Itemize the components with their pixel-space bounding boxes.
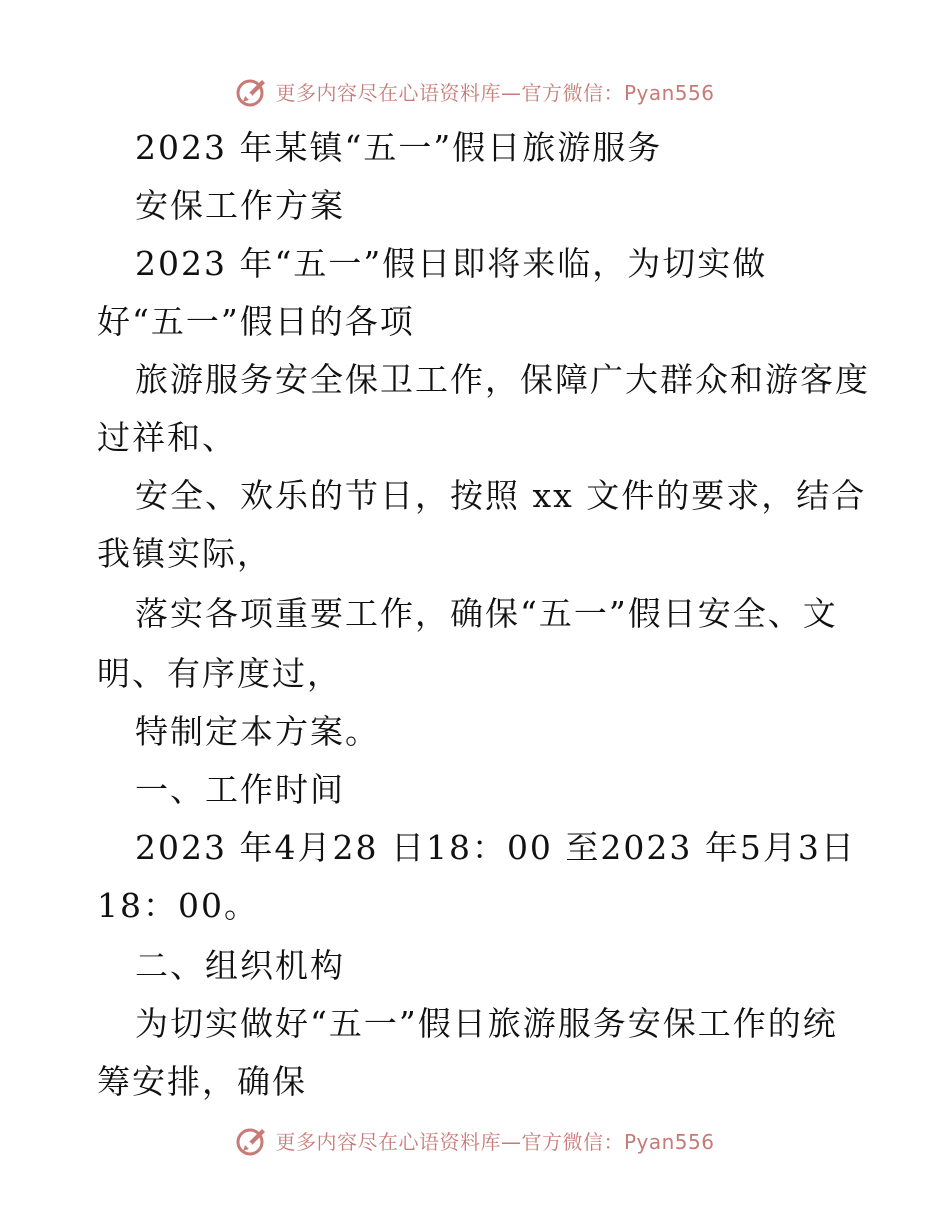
header-banner-text[interactable]: 更多内容尽在心语资料库—官方微信：Pyan556	[275, 80, 715, 105]
paragraph-line: 18：00。	[97, 886, 259, 925]
paragraph-line: 筹安排，确保	[97, 1062, 307, 1101]
paragraph-line: 过祥和、	[97, 418, 237, 457]
paragraph-line: 为切实做好“五一”假日旅游服务安保工作的统	[135, 1004, 838, 1043]
document-title-line-2: 安保工作方案	[135, 186, 345, 225]
paragraph-line: 特制定本方案。	[135, 712, 380, 751]
paragraph-line: 明、有序度过，	[97, 654, 342, 693]
paragraph-line: 旅游服务安全保卫工作，保障广大群众和游客度	[135, 360, 870, 399]
document-title-line-1: 2023 年某镇“五一”假日旅游服务	[135, 128, 663, 167]
paragraph-line: 好“五一”假日的各项	[97, 302, 415, 341]
section-heading: 一、工作时间	[135, 770, 345, 809]
quill-pen-logo-icon	[235, 74, 269, 108]
footer-banner	[0, 1120, 950, 1160]
paragraph-line: 我镇实际，	[97, 534, 272, 573]
paragraph-line: 2023 年4月28 日18：00 至2023 年5月3日	[135, 828, 856, 867]
paragraph-line: 安全、欢乐的节日，按照 xx 文件的要求，结合	[135, 476, 867, 515]
quill-pen-logo-icon	[235, 1123, 269, 1157]
footer-banner-text[interactable]: 更多内容尽在心语资料库—官方微信：Pyan556	[275, 1129, 715, 1154]
paragraph-line: 2023 年“五一”假日即将来临，为切实做	[135, 244, 768, 283]
section-heading: 二、组织机构	[135, 946, 345, 985]
header-banner	[0, 71, 950, 111]
paragraph-line: 落实各项重要工作，确保“五一”假日安全、文	[135, 594, 838, 633]
